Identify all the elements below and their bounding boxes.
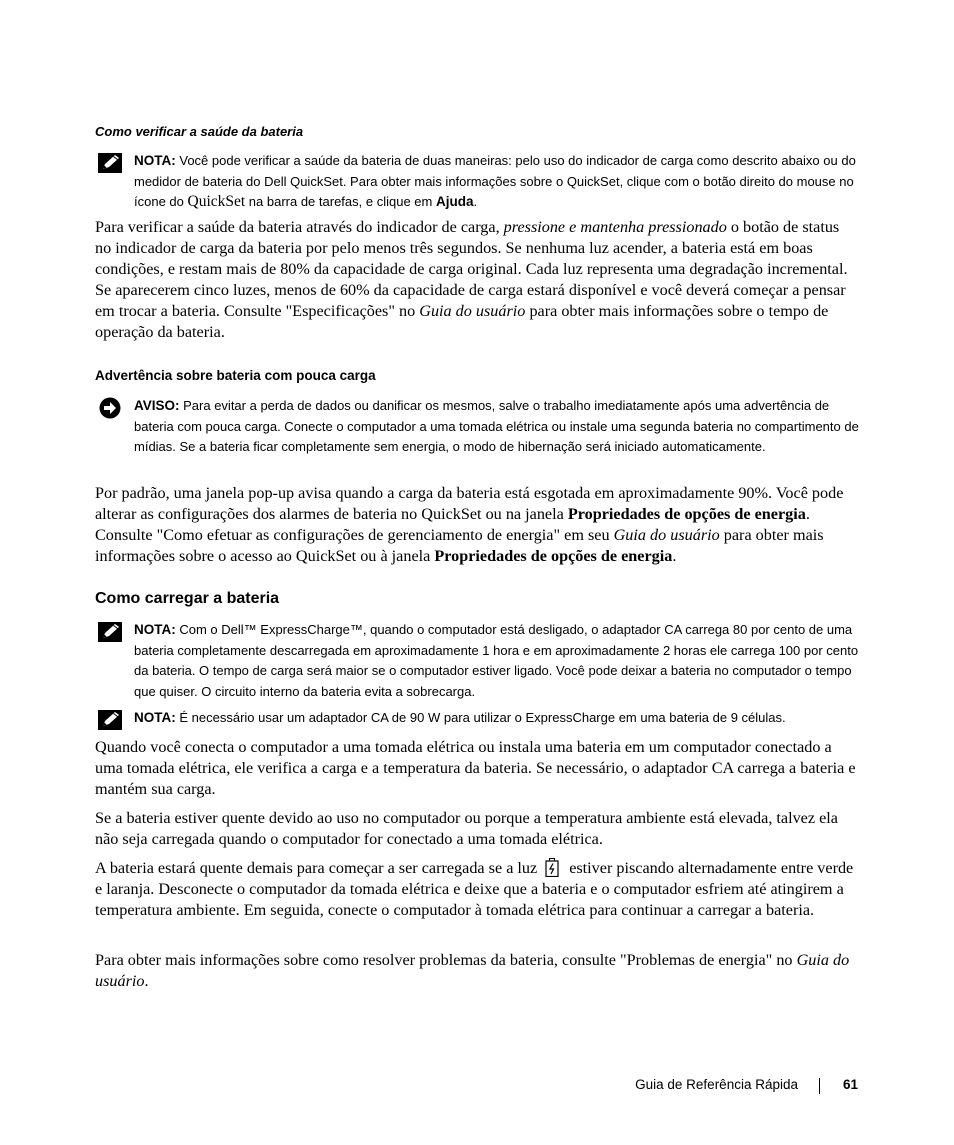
text-run: estiver piscando alternadamente entre verde e laranja. Desconecte o computador da tomada elétrica e deixe que a bateria e o computador esfriem até atingirem a temperatura ambiente. Em seguida, conecte o computador à tomada elétrica para continuar a carregar a bateria. bbox=[95, 859, 854, 919]
ajuda-label: Ajuda bbox=[435, 194, 474, 209]
note-body: Com o Dell™ ExpressCharge™, quando o computador está desligado, o adaptador CA carrega 80 por cento de uma bateria completamente descarregada em aproximadamente 1 hora e em aproximadamente 2 horas ele carrega 100 por cento da bateria. O tempo de carga será maior se o computador estiver ligado. Você pode deixar a bateria no computador o tempo que quiser. O circuito interno da bateria evita a sobrecarga. bbox=[134, 622, 859, 699]
guide-reference: Guia do usuário bbox=[95, 951, 850, 990]
note-text bbox=[134, 151, 860, 213]
note-pencil-icon bbox=[97, 152, 123, 174]
caution-label: AVISO: bbox=[134, 398, 180, 413]
charging-paragraph-1: Quando você conecta o computador a uma tomada elétrica ou instala uma bateria em um computador conectado a uma tomada elétrica, ele verifica a carga e a temperatura da bateria. Se necessário, o adaptador CA carrega a bateria e mantém sua carga. bbox=[95, 738, 856, 798]
power-options-ref: Propriedades de opções de energia bbox=[434, 547, 673, 565]
low-battery-paragraph bbox=[95, 483, 858, 567]
note-label: NOTA: bbox=[134, 153, 176, 168]
charging-paragraph-3 bbox=[95, 858, 858, 921]
text-run: . bbox=[144, 972, 149, 990]
note-text bbox=[134, 708, 860, 729]
text-run: o botão de status no indicador de carga da bateria por pelo menos três segundos. Se nenhuma luz acender, a bateria está em boas condições, e restam mais de 80% da capacidade de carga original. Cada luz representa uma degradação incremental. Se aparecerem cinco luzes, menos de 60% da capacidade de carga estará disponível e você deverá começar a pensar em trocar a bateria. Consulte "Especificações" no bbox=[95, 218, 848, 320]
text-run: Por padrão, uma janela pop-up avisa quando a carga da bateria está esgotada em aproximadamente 90%. Você pode alterar as configurações dos alarmes de bateria no QuickSet ou na janela bbox=[95, 484, 844, 523]
note-end: . bbox=[473, 194, 478, 209]
text-run: Para verificar a saúde da bateria através do indicador de carga, bbox=[95, 218, 504, 236]
power-options-ref: Propriedades de opções de energia bbox=[567, 505, 806, 523]
guide-reference: Guia do usuário bbox=[419, 302, 526, 320]
note-callout bbox=[95, 151, 860, 213]
caution-text bbox=[134, 396, 860, 458]
note-pencil-icon bbox=[97, 709, 123, 731]
battery-status-icon bbox=[545, 858, 559, 877]
section-heading-low-battery: Advertência sobre bateria com pouca carga bbox=[95, 368, 376, 383]
text-run: . Consulte "Como efetuar as configurações de gerenciamento de energia" em seu bbox=[95, 505, 810, 544]
emphasis-run: pressione e mantenha pressionado bbox=[503, 218, 727, 236]
charging-paragraph-2: Se a bateria estiver quente devido ao uso no computador ou porque a temperatura ambiente está elevada, talvez ela não seja carregada quando o computador for conectado a uma tomada elétrica. bbox=[95, 809, 838, 848]
footer-title: Guia de Referência Rápida bbox=[635, 1077, 798, 1092]
note-text bbox=[134, 620, 860, 702]
note-callout bbox=[95, 708, 860, 729]
text-run: A bateria estará quente demais para começar a ser carregada se a luz bbox=[95, 859, 538, 877]
section-heading-charging: Como carregar a bateria bbox=[95, 590, 280, 607]
section-heading-battery-health: Como verificar a saúde da bateria bbox=[95, 124, 304, 139]
page-number: 61 bbox=[842, 1077, 858, 1092]
caution-callout bbox=[95, 396, 860, 458]
footer-separator bbox=[819, 1078, 820, 1094]
battery-health-paragraph bbox=[95, 217, 858, 343]
charging-paragraph-4 bbox=[95, 950, 858, 992]
note-label: NOTA: bbox=[134, 622, 176, 637]
text-run: para obter mais informações sobre o tempo de operação da bateria. bbox=[95, 302, 829, 341]
caution-body: Para evitar a perda de dados ou danificar os mesmos, salve o trabalho imediatamente após uma advertência de bateria com pouca carga. Conecte o computador a uma tomada elétrica ou instale uma segunda bateria no compartimento de mídias. Se a bateria ficar completamente sem energia, o modo de hibernação será iniciado automaticamente. bbox=[134, 398, 859, 454]
note-label: NOTA: bbox=[134, 710, 176, 725]
text-run: Para obter mais informações sobre como resolver problemas da bateria, consulte "Problemas de energia" no bbox=[95, 951, 797, 969]
text-run: para obter mais informações sobre o acesso ao QuickSet ou à janela bbox=[95, 526, 824, 565]
note-body: É necessário usar um adaptador CA de 90 W para utilizar o ExpressCharge em uma bateria de 9 células. bbox=[175, 710, 786, 725]
guide-reference: Guia do usuário bbox=[613, 526, 720, 544]
note-pencil-icon bbox=[97, 621, 123, 643]
caution-arrow-icon bbox=[97, 397, 123, 419]
note-body-cont: na barra de tarefas, e clique em bbox=[245, 194, 436, 209]
note-callout bbox=[95, 620, 860, 702]
text-run: . bbox=[672, 547, 677, 565]
quickset-name: QuickSet bbox=[187, 193, 246, 210]
note-body: Você pode verificar a saúde da bateria de duas maneiras: pelo uso do indicador de carga como descrito abaixo ou do medidor de bateria do Dell QuickSet. Para obter mais informações sobre o QuickSet, clique com o botão direito do mouse no ícone do bbox=[134, 153, 856, 209]
